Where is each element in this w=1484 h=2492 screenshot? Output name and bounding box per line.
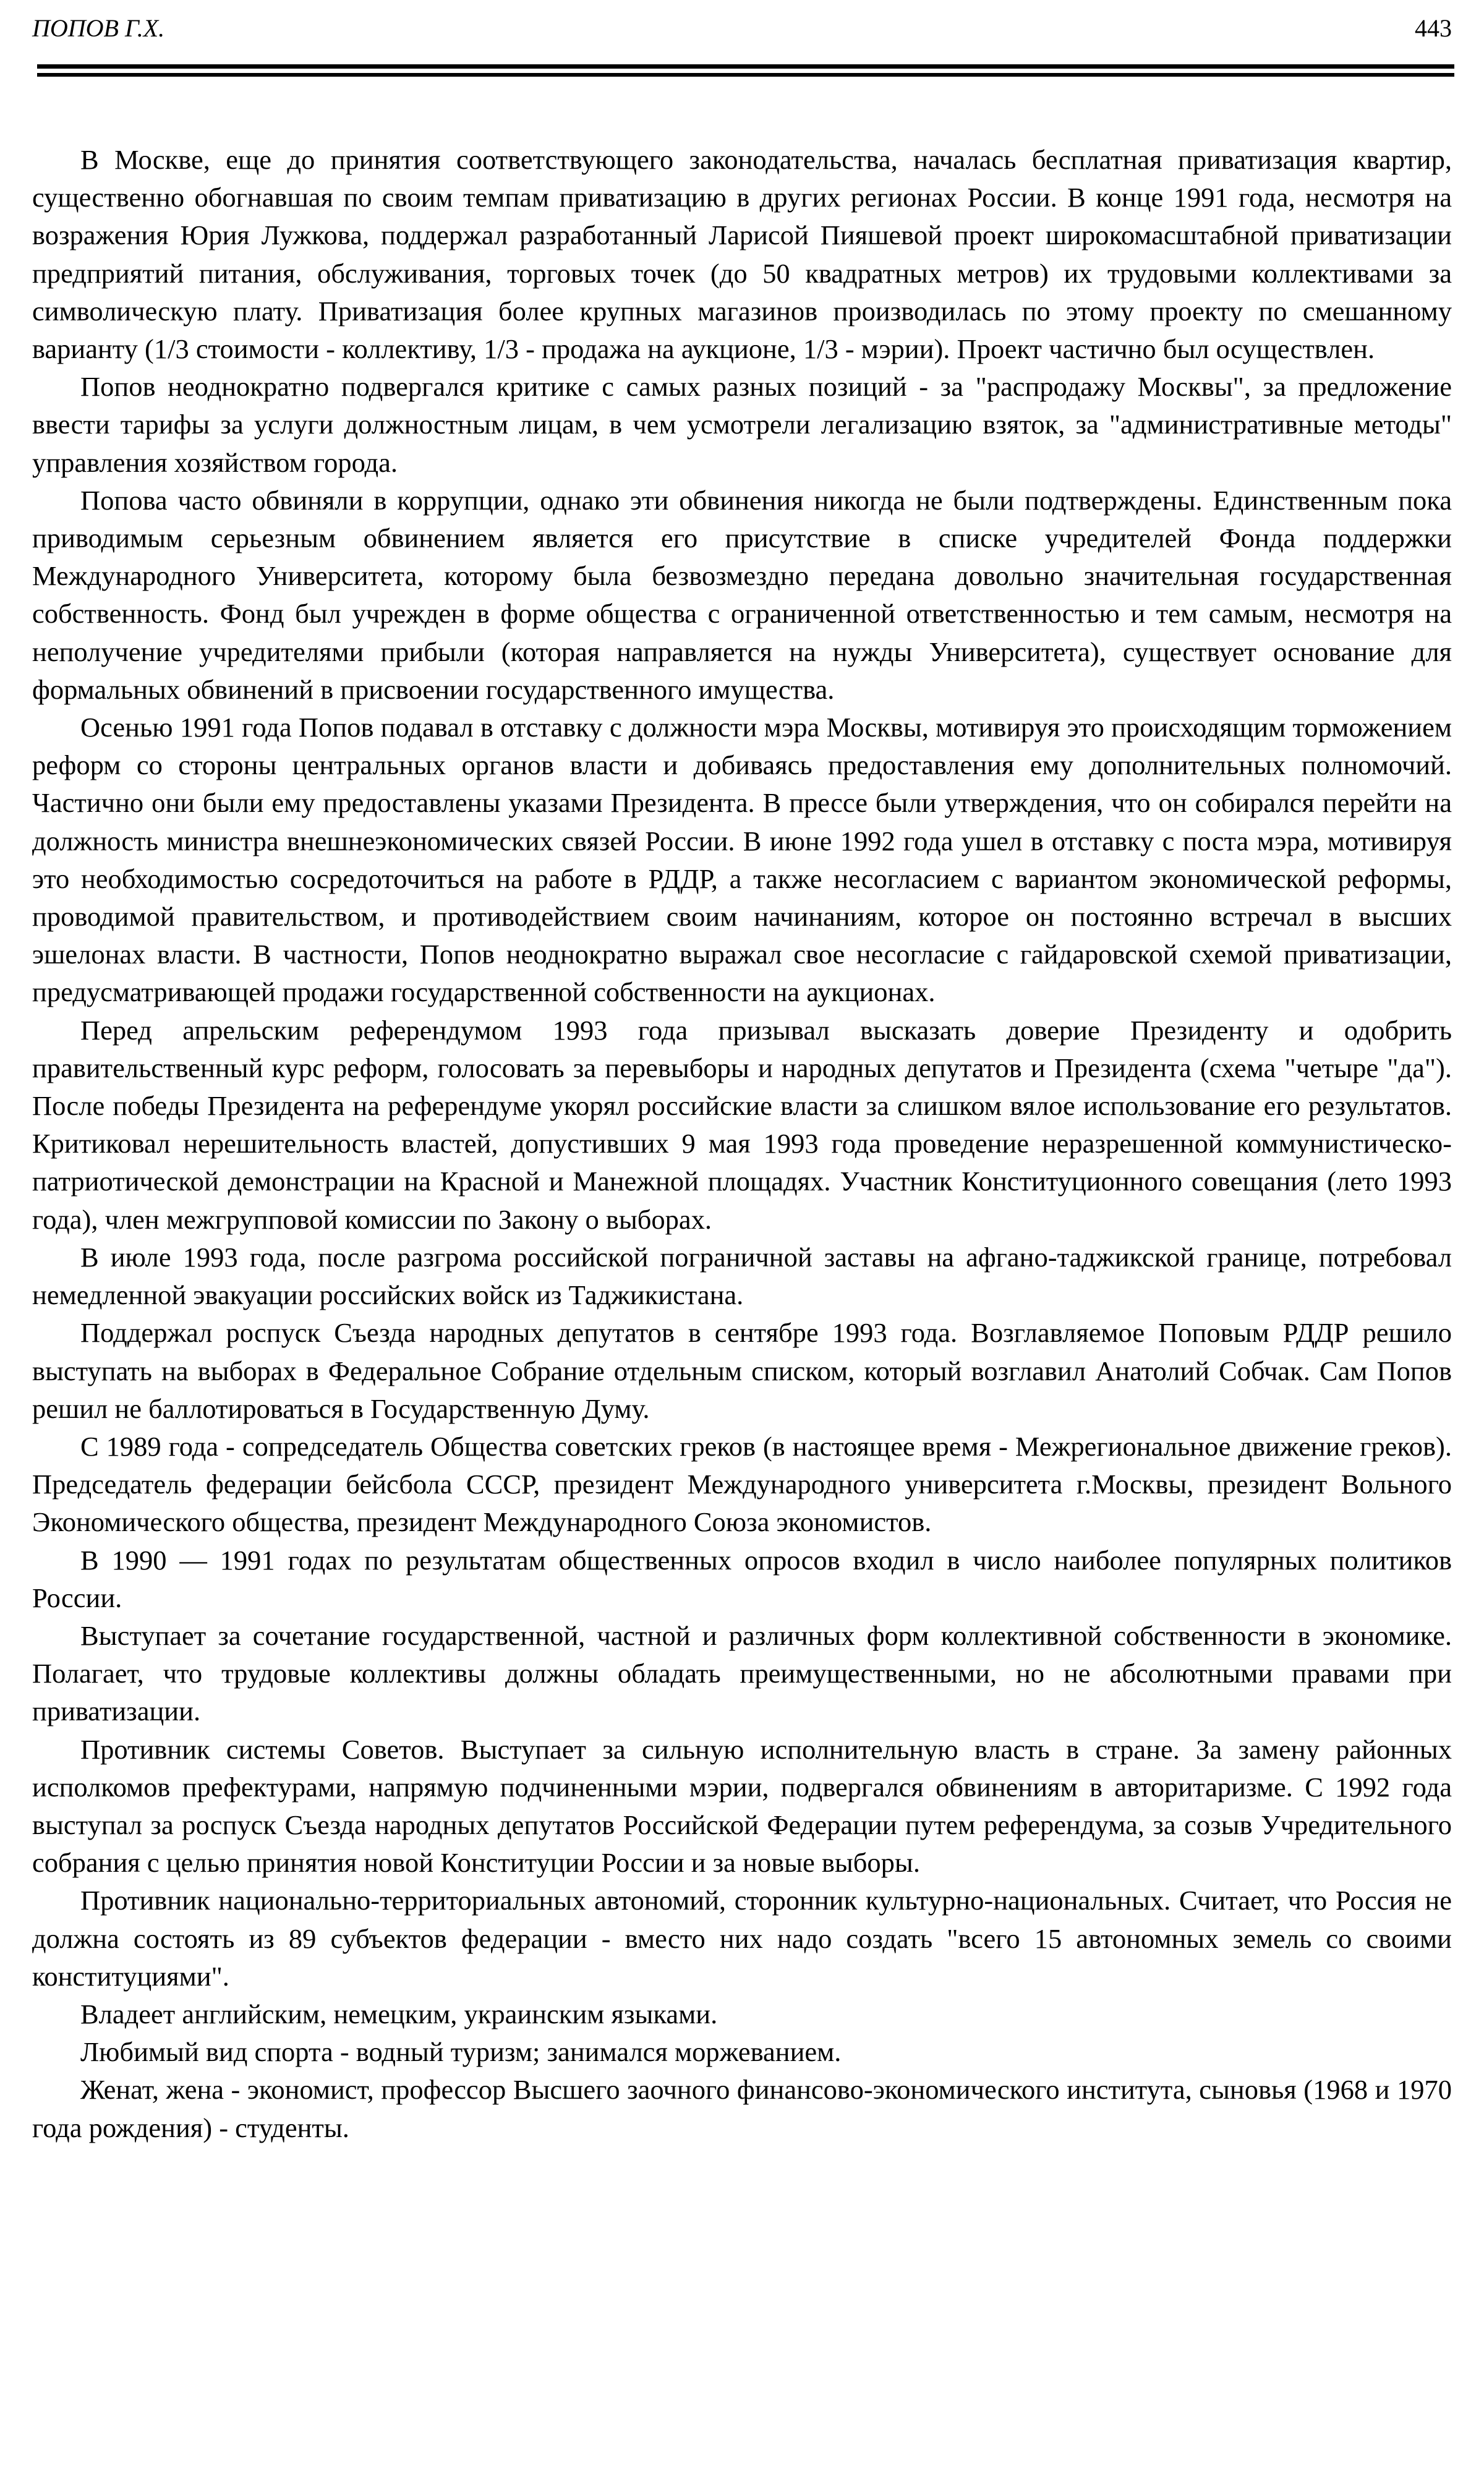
paragraph: Женат, жена - экономист, профессор Высшего заочного финансово-экономического института, сыновья (1968 и 1970 года рождения) - студенты. bbox=[32, 2074, 1452, 2143]
paragraph: Попова часто обвиняли в коррупции, однако эти обвинения никогда не были подтверждены. Единственным пока приводимым серьезным обвинением является его присутствие в списке учредителей Фонда поддержки Международного Университета, которому была безвозмездно передана довольно значительная государственная собственность. Фонд был учрежден в форме общества с ограниченной ответственностью и тем самым, несмотря на неполучение учредителями прибыли (которая направляется на нужды Университета), существует основание для формальных обвинений в присвоении государственного имущества. bbox=[32, 484, 1452, 705]
paragraph: Владеет английским, немецким, украинским языками. bbox=[80, 1998, 718, 2029]
paragraph: Противник национально-территориальных автономий, сторонник культурно-национальных. Считает, что Россия не должна состоять из 89 субъектов федерации - вместо них надо создать "всего 15 автономных земель со своими конституциями". bbox=[32, 1885, 1452, 1992]
header-rule-bottom bbox=[37, 73, 1454, 77]
running-header bbox=[32, 14, 1452, 51]
running-header-author: ПОПОВ Г.Х. bbox=[32, 14, 165, 42]
paragraph: Попов неоднократно подвергался критике с самых разных позиций - за "распродажу Москвы", за предложение ввести тарифы за услуги должностным лицам, в чем усмотрели легализацию взяток, за "административные методы" управления хозяйством города. bbox=[32, 371, 1452, 478]
paragraph: Поддержал роспуск Съезда народных депутатов в сентябре 1993 года. Возглавляемое Поповым РДДР решило выступать на выборах в Федеральное Собрание отдельным списком, который возглавил Анатолий Собчак. Сам Попов решил не баллотироваться в Государственную Думу. bbox=[32, 1317, 1452, 1424]
paragraph: Выступает за сочетание государственной, частной и различных форм коллективной собственности в экономике. Полагает, что трудовые коллективы должны обладать преимущественными, но не абсолютными правами при приватизации. bbox=[32, 1619, 1452, 1727]
paragraph: С 1989 года - сопредседатель Общества советских греков (в настоящее время - Межрегиональное движение греков). Председатель федерации бейсбола СССР, президент Международного университета г.Москвы, президент Вольного Экономического общества, президент Международного Союза экономистов. bbox=[32, 1430, 1452, 1538]
paragraph: Перед апрельским референдумом 1993 года призывал высказать доверие Президенту и одобрить правительственный курс реформ, голосовать за перевыборы и народных депутатов и Президента (схема "четыре "да"). После победы Президента на референдуме укорял российские власти за слишком вялое использование его результатов. Критиковал нерешительность властей, допустивших 9 мая 1993 года проведение неразрешенной коммунистическо-патриотической демонстрации на Красной и Манежной площадях. Участник Конституционного совещания (лето 1993 года), член межгрупповой комиссии по Закону о выборах. bbox=[32, 1014, 1452, 1235]
paragraph: В Москве, еще до принятия соответствующего законодательства, началась бесплатная приватизация квартир, существенно обогнавшая по своим темпам приватизацию в других регионах России. В конце 1991 года, несмотря на возражения Юрия Лужкова, поддержал разработанный Ларисой Пияшевой проект широкомасштабной приватизации предприятий питания, обслуживания, торговых точек (до 50 квадратных метров) их трудовыми коллективами за символическую плату. Приватизация более крупных магазинов производилась по этому проекту по смешанному варианту (1/3 стоимости - коллективу, 1/3 - продажа на аукционе, 1/3 - мэрии). Проект частично был осуществлен. bbox=[32, 144, 1452, 365]
paragraph: В 1990 — 1991 годах по результатам общественных опросов входил в число наиболее популярных политиков России. bbox=[32, 1544, 1452, 1613]
paragraph: Любимый вид спорта - водный туризм; занимался моржеванием. bbox=[80, 2036, 842, 2068]
header-rule-top bbox=[37, 64, 1454, 69]
paragraph: В июле 1993 года, после разгрома российской пограничной заставы на афгано-таджикской границе, потребовал немедленной эвакуации российских войск из Таджикистана. bbox=[32, 1241, 1452, 1311]
body-text bbox=[32, 141, 1452, 2147]
page-number: 443 bbox=[1415, 14, 1452, 42]
paragraph: Осенью 1991 года Попов подавал в отставку с должности мэра Москвы, мотивируя это происходящим торможением реформ со стороны центральных органов власти и добиваясь предоставления ему дополнительных полномочий. Частично они были ему предоставлены указами Президента. В прессе были утверждения, что он собирался перейти на должность министра внешнеэкономических связей России. В июне 1992 года ушел в отставку с поста мэра, мотивируя это необходимостью сосредоточиться на работе в РДДР, а также несогласием с вариантом экономической реформы, проводимой правительством, и противодействием своим начинаниям, которое он постоянно встречал в высших эшелонах власти. В частности, Попов неоднократно выражал свое несогласие с гайдаровской схемой приватизации, предусматривающей продажи государственной собственности на аукционах. bbox=[32, 712, 1452, 1008]
paragraph: Противник системы Советов. Выступает за сильную исполнительную власть в стране. За замену районных исполкомов префектурами, напрямую подчиненными мэрии, подвергался обвинениям в авторитаризме. С 1992 года выступал за роспуск Съезда народных депутатов Российской Федерации путем референдума, за созыв Учредительного собрания с целью принятия новой Конституции России и за новые выборы. bbox=[32, 1733, 1452, 1879]
